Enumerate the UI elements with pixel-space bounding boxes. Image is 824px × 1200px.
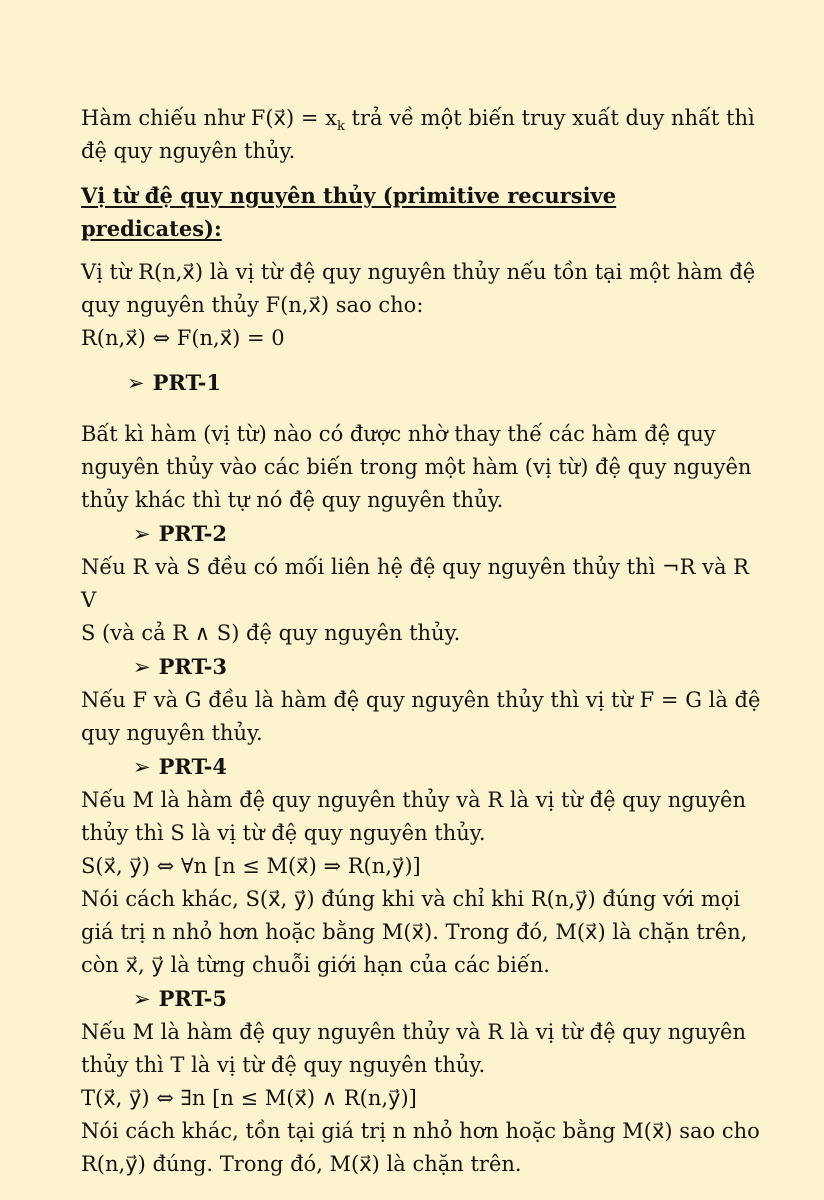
prt1-line-3: thủy khác thì tự nó đệ quy nguyên thủy. (81, 488, 504, 512)
prt5-line-4: Nói cách khác, tồn tại giá trị n nhỏ hơn hoặc bằng M(x⃗) sao cho (81, 1119, 760, 1143)
prt5-formula: T(x⃗, y⃗) ⇔ ∃n [n ≤ M(x⃗) ∧ R(n,y⃗)] (81, 1086, 417, 1110)
section-line-1: Vị từ R(n,x⃗) là vị từ đệ quy nguyên thủy nếu tồn tại một hàm đệ (81, 260, 756, 284)
intro-text-a: Hàm chiếu như F(x⃗) = x (81, 106, 337, 130)
prt2-heading (81, 517, 761, 551)
prt1-title: PRT-1 (152, 370, 221, 395)
prt1-line-1: Bất kì hàm (vị từ) nào có được nhờ thay thế các hàm đệ quy (81, 422, 716, 446)
prt1-heading (81, 366, 761, 400)
prt4-title: PRT-4 (158, 754, 227, 779)
prt4-line-1: Nếu M là hàm đệ quy nguyên thủy và R là vị từ đệ quy nguyên (81, 788, 746, 812)
prt3-line-1: Nếu F và G đều là hàm đệ quy nguyên thủy thì vị từ F = G là đệ (81, 688, 761, 712)
intro-subscript: k (336, 119, 345, 135)
prt4-line-4: Nói cách khác, S(x⃗, y⃗) đúng khi và chỉ khi R(n,y⃗) đúng với mọi (81, 887, 741, 911)
prt4-line-2: thủy thì S là vị từ đệ quy nguyên thủy. (81, 821, 486, 845)
prt3-line-2: quy nguyên thủy. (81, 721, 263, 745)
prt5-line-5: R(n,y⃗) đúng. Trong đó, M(x⃗) là chặn trên. (81, 1152, 522, 1176)
arrow-bullet-icon: ➢ (133, 522, 151, 546)
arrow-bullet-icon: ➢ (133, 755, 151, 779)
prt2-title: PRT-2 (158, 521, 227, 546)
prt3-heading (81, 650, 761, 684)
prt5-line-1: Nếu M là hàm đệ quy nguyên thủy và R là vị từ đệ quy nguyên (81, 1020, 746, 1044)
prt4-line-6: còn x⃗, y⃗ là từng chuỗi giới hạn của các biến. (81, 953, 550, 977)
arrow-bullet-icon: ➢ (133, 655, 151, 679)
prt5-line-2: thủy thì T là vị từ đệ quy nguyên thủy. (81, 1053, 486, 1077)
prt4-formula: S(x⃗, y⃗) ⇔ ∀n [n ≤ M(x⃗) ⇒ R(n,y⃗)] (81, 854, 421, 878)
prt4-line-5: giá trị n nhỏ hơn hoặc bằng M(x⃗). Trong đó, M(x⃗) là chặn trên, (81, 920, 748, 944)
intro-text-b: trả về một biến truy xuất duy nhất thì (344, 106, 755, 130)
arrow-bullet-icon: ➢ (127, 371, 145, 395)
page-content (81, 102, 761, 1181)
prt4-heading (81, 750, 761, 784)
prt2-line-2: S (và cả R ∧ S) đệ quy nguyên thủy. (81, 621, 461, 645)
intro-line-2: đệ quy nguyên thủy. (81, 139, 296, 163)
arrow-bullet-icon: ➢ (133, 987, 151, 1011)
section-line-2: quy nguyên thủy F(n,x⃗) sao cho: (81, 293, 424, 317)
prt5-heading (81, 982, 761, 1016)
prt2-line-1: Nếu R và S đều có mối liên hệ đệ quy nguyên thủy thì ¬R và R V (81, 555, 749, 612)
intro-line-1 (81, 102, 761, 135)
prt5-title: PRT-5 (158, 986, 227, 1011)
section-heading: Vị từ đệ quy nguyên thủy (primitive recursive predicates): (81, 183, 617, 241)
prt3-title: PRT-3 (158, 654, 227, 679)
section-formula: R(n,x⃗) ⇔ F(n,x⃗) = 0 (81, 326, 285, 350)
prt1-line-2: nguyên thủy vào các biến trong một hàm (vị từ) đệ quy nguyên (81, 455, 752, 479)
